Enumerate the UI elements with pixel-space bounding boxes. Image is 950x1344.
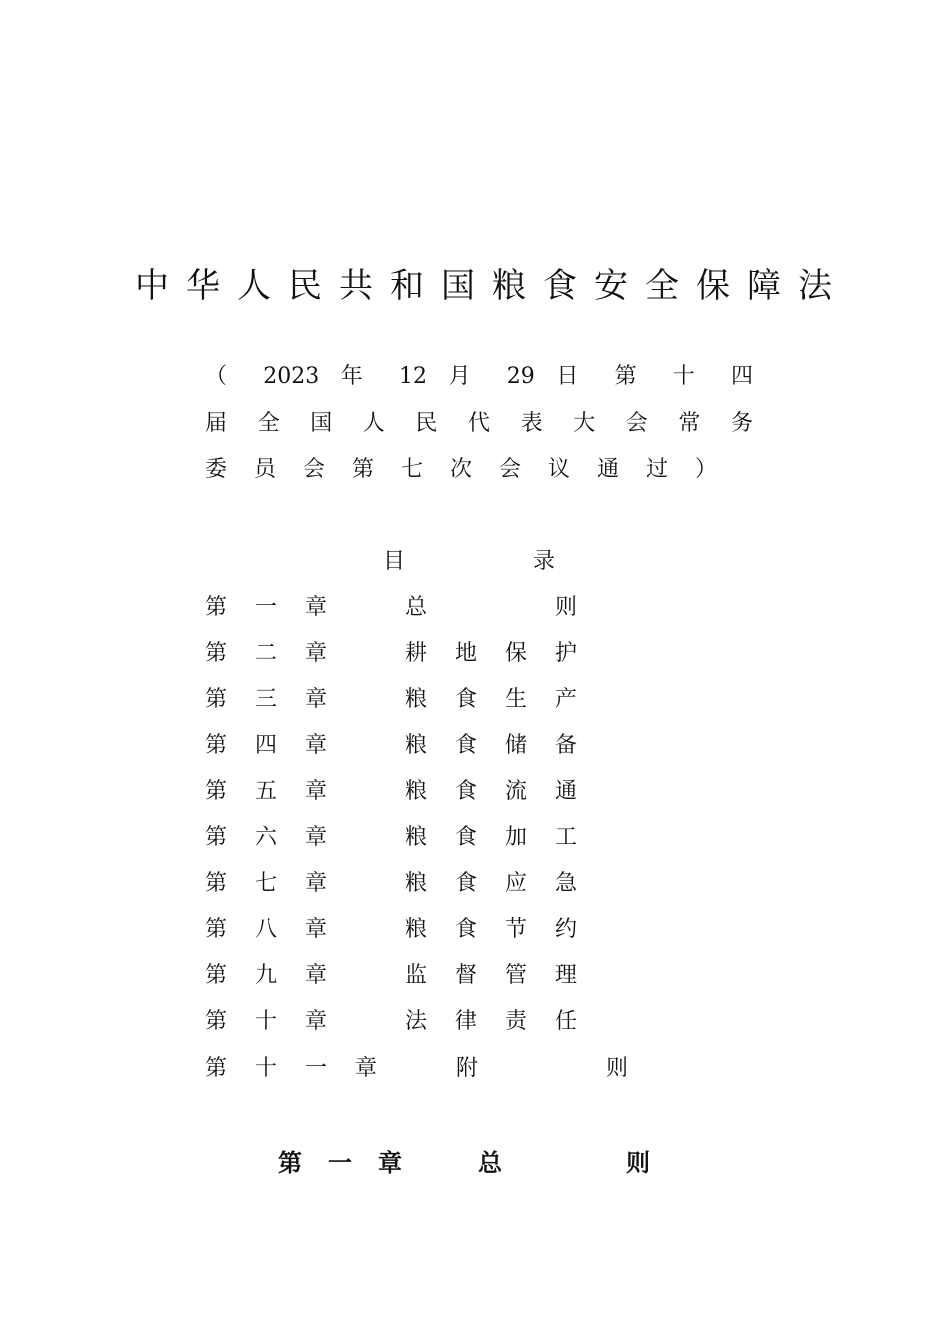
adoption-line-1: （ 2023 年 12 月 29 日 第 十 四 [205, 364, 753, 389]
toc-item-number: 第二章 [205, 641, 356, 666]
toc-item-title: 粮食应急 [405, 871, 606, 896]
toc-item-number: 第十一章 [205, 1056, 406, 1081]
toc-item-number: 第十章 [205, 1009, 356, 1034]
toc-item-title: 粮食节约 [405, 917, 606, 942]
toc-item-number: 第三章 [205, 687, 356, 712]
toc-item-number: 第六章 [205, 825, 356, 850]
toc-item-title: 法律责任 [405, 1009, 606, 1034]
toc-item-number: 第四章 [205, 733, 356, 758]
chapter-number: 第一章 [278, 1149, 428, 1177]
toc-item-title: 粮食加工 [405, 825, 606, 850]
toc-item-number: 第九章 [205, 963, 356, 988]
chapter-title: 总则 [478, 1149, 774, 1177]
toc-item-number: 第一章 [205, 595, 356, 620]
toc-item-title: 粮食生产 [405, 687, 606, 712]
toc-heading-left: 目 [383, 549, 406, 574]
toc-item-number: 第五章 [205, 779, 356, 804]
toc-item-title: 粮食流通 [405, 779, 606, 804]
toc-item-title: 粮食储备 [405, 733, 606, 758]
adoption-line-2: 届全国人民代表大会常务 [205, 411, 753, 436]
law-title: 中华人民共和国粮食安全保障法 [135, 266, 849, 306]
toc-item-title: 耕地保护 [405, 641, 606, 666]
toc-item-title: 附则 [456, 1056, 757, 1081]
toc-heading-right: 录 [532, 549, 555, 574]
toc-item-title: 监督管理 [405, 963, 606, 988]
toc-item-number: 第七章 [205, 871, 356, 896]
toc-heading [383, 547, 555, 577]
toc-item-title: 总则 [405, 595, 706, 620]
adoption-line-3: 委员会第七次会议通过） [205, 457, 717, 482]
toc-item-number: 第八章 [205, 917, 356, 942]
